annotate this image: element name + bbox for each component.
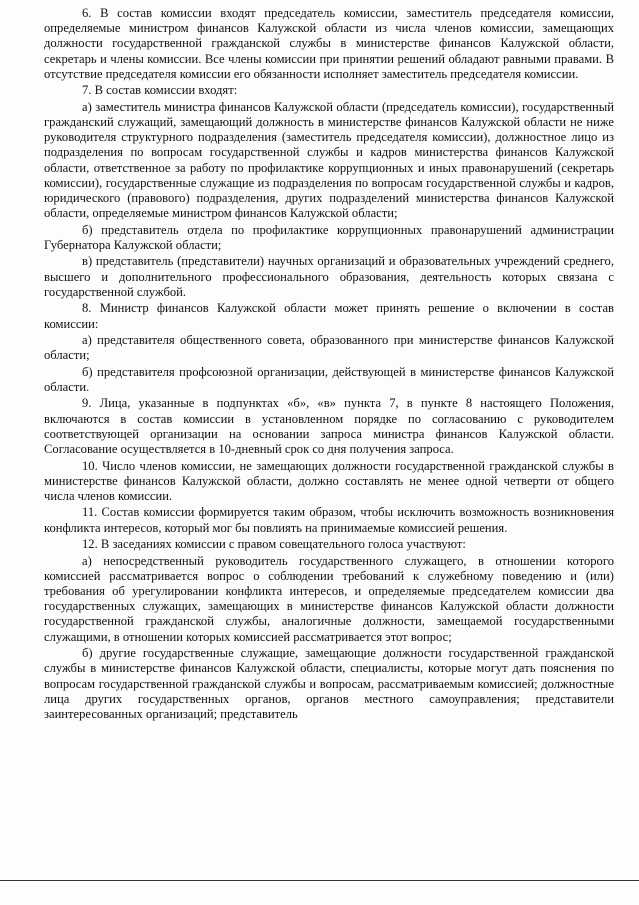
paragraph-10: 10. Число членов комиссии, не замещающих должности государственной гражданской службы в министерстве финансов Калужской области, должно составлять не менее одной четверти от общего числа членов комиссии. (44, 458, 614, 503)
paragraph-7b: б) представитель отдела по профилактике коррупционных правонарушений администрации Губернатора Калужской области; (44, 222, 614, 252)
paragraph-8: 8. Министр финансов Калужской области может принять решение о включении в состав комиссии: (44, 301, 614, 331)
paragraph-12a: а) непосредственный руководитель государственного служащего, в отношении которого комиссией рассматривается вопрос о соблюдении требований к служебному поведению и (или) требования об урегулировании конфликта интересов, и определяемые председателем комиссии два государственных служащих, замещающих в министерстве финансов Калужской области должности государственной гражданской службы, аналогичные должности, замещаемой государственными служащими, в отношении которых комиссией рассматривается этот вопрос; (44, 553, 614, 644)
paragraph-8b: б) представителя профсоюзной организации, действующей в министерстве финансов Калужской области. (44, 364, 614, 394)
paragraph-12: 12. В заседаниях комиссии с правом совещательного голоса участвуют: (82, 537, 466, 552)
document-body (44, 6, 614, 724)
paragraph-7v: в) представитель (представители) научных организаций и образовательных учреждений среднего, высшего и дополнительного профессионального образования, деятельность которых связана с государственной службой. (44, 254, 614, 299)
page-bottom-rule (0, 880, 639, 881)
paragraph-8a: а) представителя общественного совета, образованного при министерстве финансов Калужской области; (44, 333, 614, 363)
paragraph-9: 9. Лица, указанные в подпунктах «б», «в» пункта 7, в пункте 8 настоящего Положения, включаются в состав комиссии в установленном порядке по согласованию с руководителем соответствующей организации на основании запроса министра финансов Калужской области. Согласование осуществляется в 10-дневный срок со дня получения запроса. (44, 396, 614, 457)
paragraph-7: 7. В состав комиссии входят: (82, 83, 238, 98)
paragraph-7a: а) заместитель министра финансов Калужской области (председатель комиссии), государственный гражданский служащий, замещающий должность в министерстве финансов Калужской области не ниже руководителя структурного подразделения (заместитель председателя комиссии), должностное лицо из подразделения по вопросам государственной службы и кадров министерства финансов Калужской области, ответственное за работу по профилактике коррупционных и иных правонарушений (секретарь комиссии), государственные служащие из подразделения по вопросам государственной службы и кадров, юридического (правового) подразделения, других подразделений министерства финансов Калужской области, определяемые министром финансов Калужской области; (44, 99, 614, 221)
paragraph-12b: б) другие государственные служащие, замещающие должности государственной гражданской службы в министерстве финансов Калужской области, специалисты, которые могут дать пояснения по вопросам государственной гражданской службы и вопросам, рассматриваемым комиссией; должностные лица других государственных органов, органов местного самоуправления; представители заинтересованных организаций; представитель (44, 646, 614, 721)
paragraph-6: 6. В состав комиссии входят председатель комиссии, заместитель председателя комиссии, определяемые министром финансов Калужской области из числа членов комиссии, замещающих должности государственной гражданской службы в министерстве финансов Калужской области, секретарь и члены комиссии. Все члены комиссии при принятии решений обладают равными правами. В отсутствие председателя комиссии его обязанности исполняет заместитель председателя комиссии. (44, 6, 614, 81)
paragraph-11: 11. Состав комиссии формируется таким образом, чтобы исключить возможность возникновения конфликта интересов, который мог бы повлиять на принимаемые комиссией решения. (44, 505, 614, 535)
